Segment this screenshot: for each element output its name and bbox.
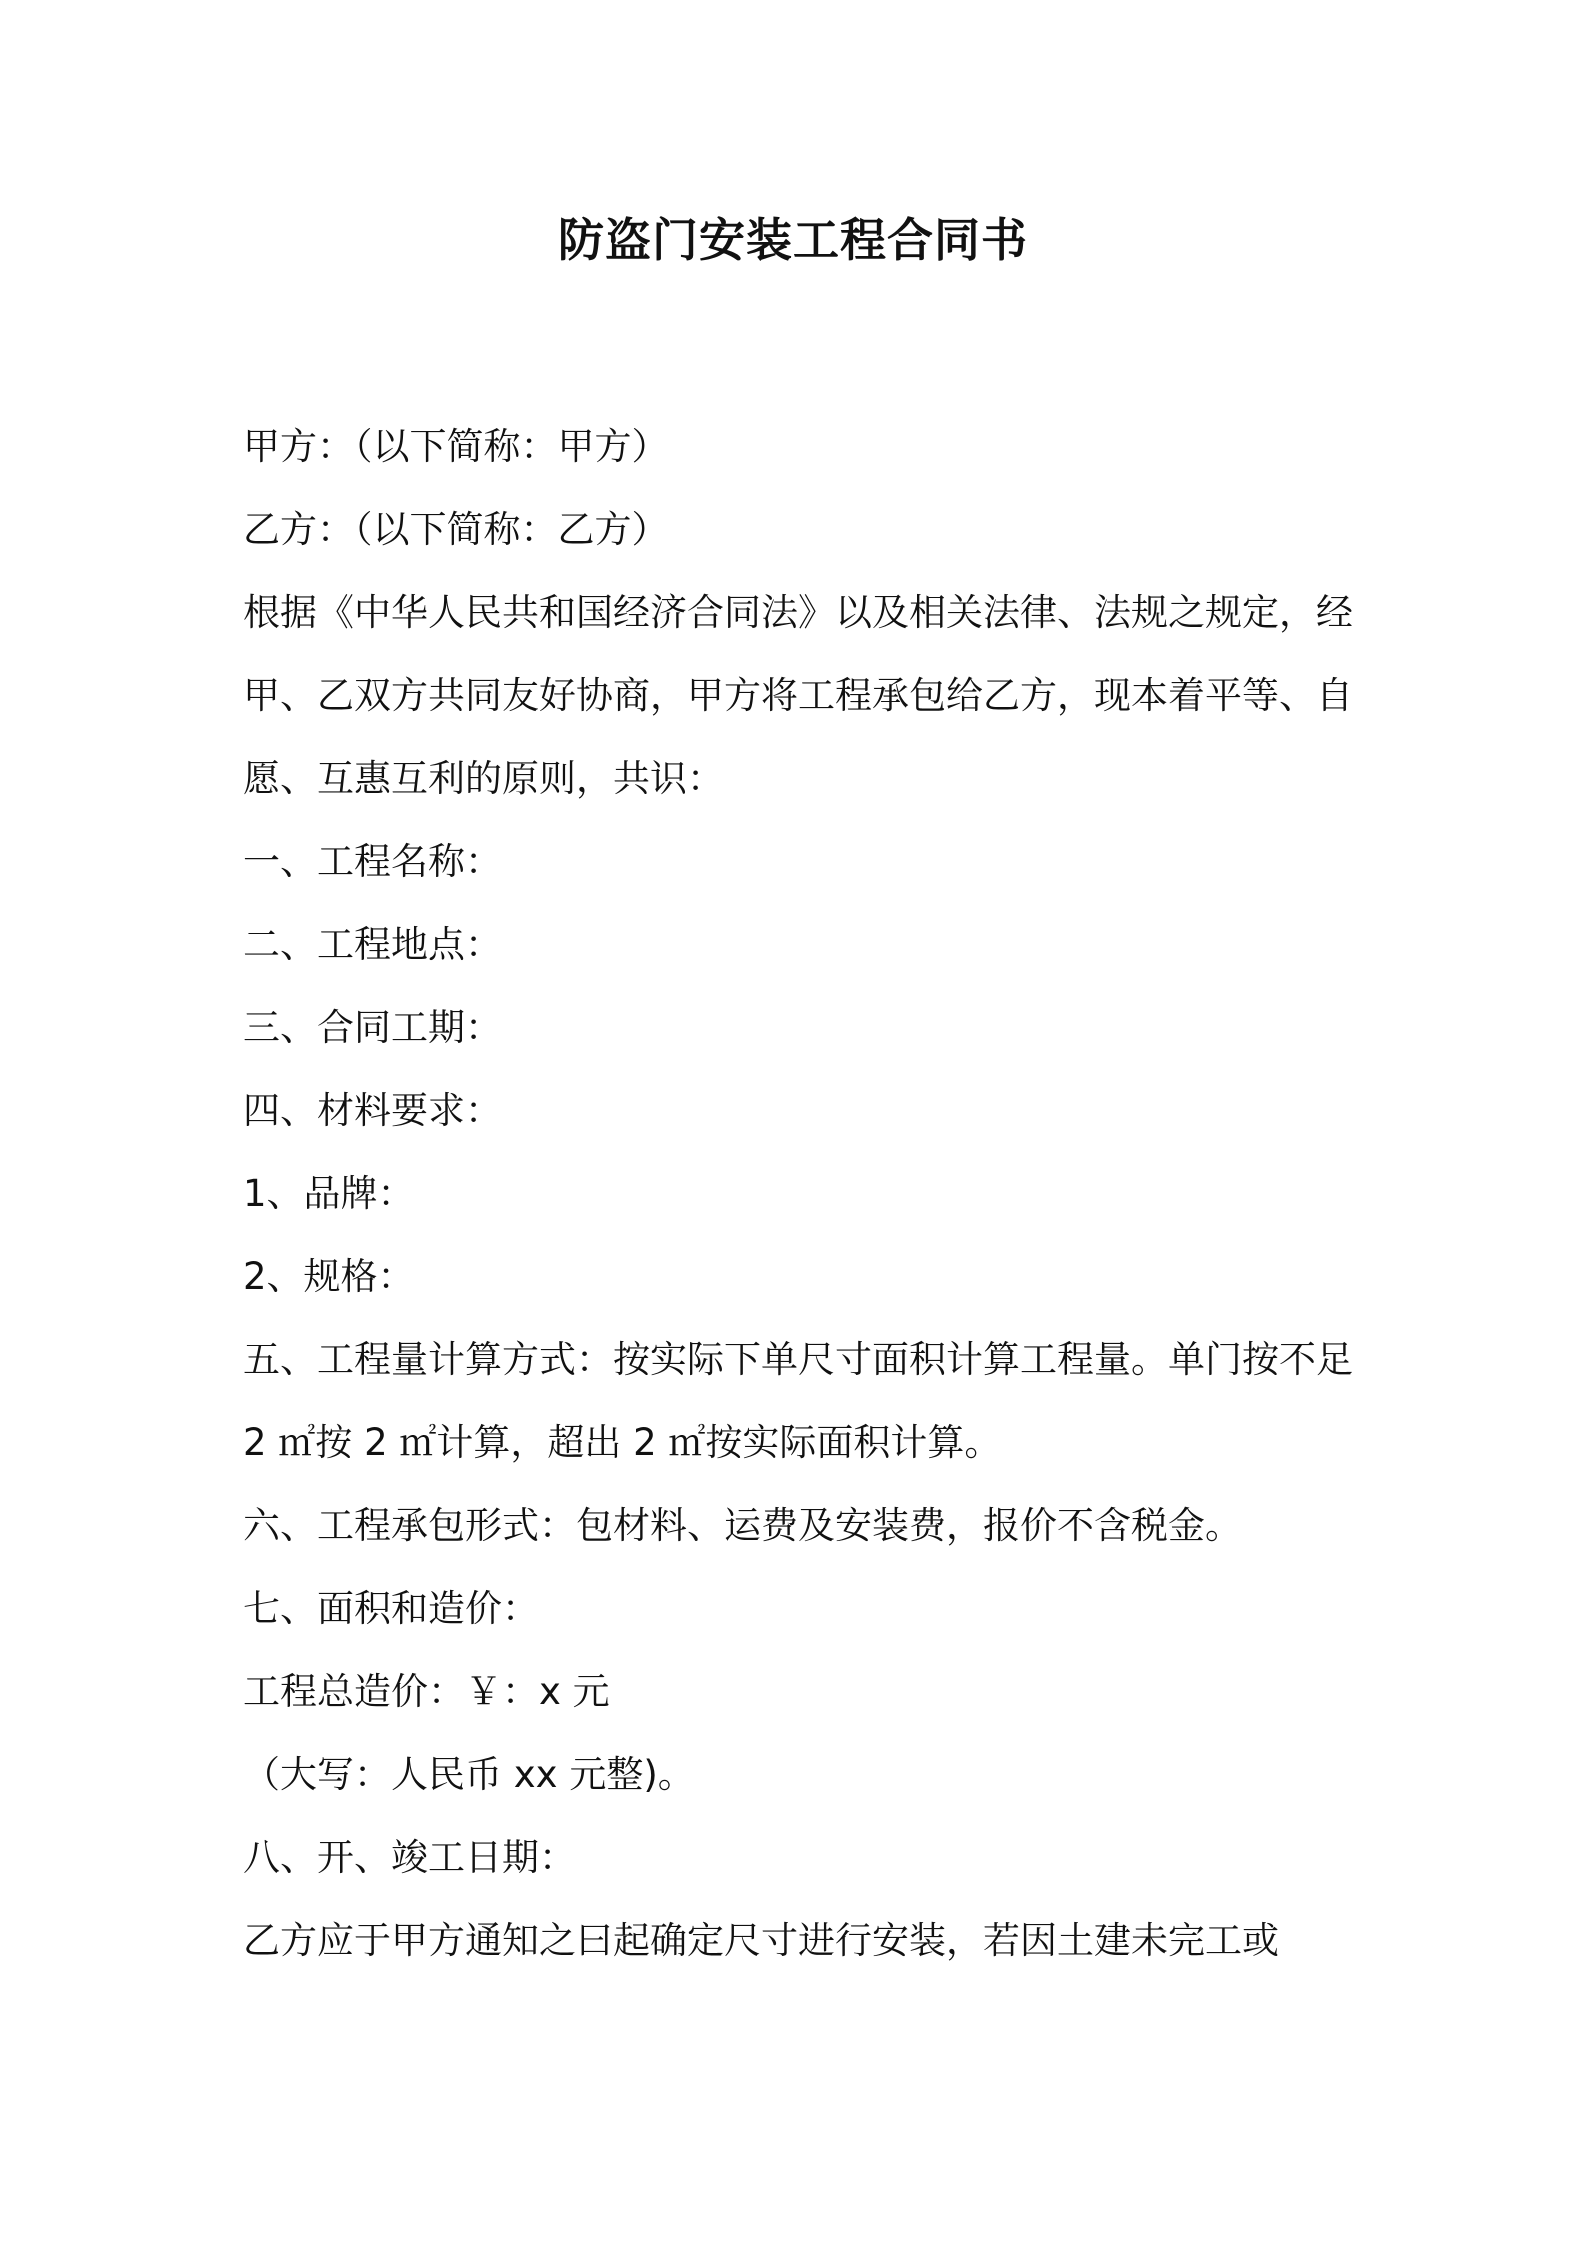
clause-start-completion-dates: 八、开、竣工日期： <box>243 1836 576 1879</box>
material-spec: 2、规格： <box>243 1255 415 1298</box>
clause-project-location: 二、工程地点： <box>243 923 502 966</box>
preamble-line-2: 甲、乙双方共同友好协商，甲方将工程承包给乙方，现本着平等、自 <box>243 674 1353 717</box>
clause-contract-form: 六、工程承包形式：包材料、运费及安装费，报价不含税金。 <box>243 1504 1242 1547</box>
preamble-line-1: 根据《中华人民共和国经济合同法》以及相关法律、法规之规定，经 <box>243 591 1353 634</box>
clause-quantity-calculation-cont: 2 ㎡按 2 ㎡计算，超出 2 ㎡按实际面积计算。 <box>243 1421 1002 1464</box>
clause-area-and-cost: 七、面积和造价： <box>243 1587 539 1630</box>
material-brand: 1、品牌： <box>243 1172 415 1215</box>
document-body <box>243 405 1363 1982</box>
document-title: 防盗门安装工程合同书 <box>558 213 1028 267</box>
clause-material-requirements: 四、材料要求： <box>243 1089 502 1132</box>
clause-quantity-calculation: 五、工程量计算方式：按实际下单尺寸面积计算工程量。单门按不足 <box>243 1338 1353 1381</box>
clause-project-name: 一、工程名称： <box>243 840 502 883</box>
preamble-line-3: 愿、互惠互利的原则，共识： <box>243 757 724 800</box>
total-cost: 工程总造价：￥：x 元 <box>243 1670 610 1713</box>
clause-contract-period: 三、合同工期： <box>243 1006 502 1049</box>
party-b-line: 乙方：（以下简称：乙方） <box>243 508 669 551</box>
total-cost-in-words: （大写：人民币 xx 元整)。 <box>243 1753 695 1796</box>
installation-terms-line: 乙方应于甲方通知之曰起确定尺寸进行安装，若因土建未完工或 <box>243 1919 1279 1962</box>
party-a-line: 甲方：（以下简称：甲方） <box>243 425 669 468</box>
